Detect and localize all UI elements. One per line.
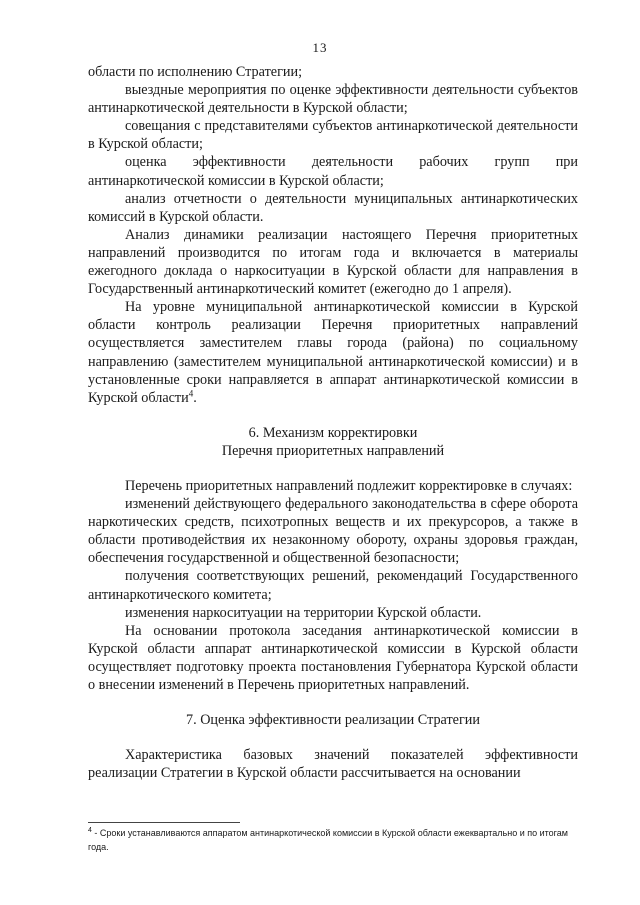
paragraph: изменения наркоситуации на территории Курской области. — [125, 604, 482, 621]
document-body — [88, 63, 578, 782]
paragraph: оценка эффективности деятельности рабочих групп при антинаркотической комиссии в Курской области; — [88, 154, 578, 189]
paragraph: совещания с представителями субъектов антинаркотической деятельности в Курской области; — [88, 118, 578, 153]
paragraph: На основании протокола заседания антинаркотической комиссии в Курской области аппарат антинаркотической комиссии в Курской области осуществляет подготовку проекта постановления Губернатора Курской области о внесении изменений в Перечень приоритетных направлений. — [88, 622, 578, 693]
footnote-separator — [88, 822, 240, 823]
section-6-title-line-2: Перечня приоритетных направлений — [221, 442, 445, 459]
paragraph: получения соответствующих решений, рекомендаций Государственного антинаркотического комитета; — [88, 568, 578, 603]
footnote-reference: 4 — [188, 387, 194, 398]
paragraph: области по исполнению Стратегии; — [88, 64, 303, 80]
footnote-text: - Сроки устанавливаются аппаратом антинаркотической комиссии в Курской области ежеквартально и по итогам года. — [88, 828, 568, 852]
paragraph: Перечень приоритетных направлений подлежит корректировке в случаях: — [125, 477, 573, 494]
paragraph: изменений действующего федерального законодательства в сфере оборота наркотических средств, психотропных веществ и их прекурсоров, а также в области противодействия их незаконному обороту, охраны здоровья граждан, обеспечения государственной и общественной безопасности; — [88, 496, 578, 567]
paragraph-group-monitoring — [88, 63, 578, 298]
paragraph: анализ отчетности о деятельности муниципальных антинаркотических комиссий в Курской области. — [88, 190, 578, 225]
paragraph: выездные мероприятия по оценке эффективности деятельности субъектов антинаркотической деятельности в Курской области; — [88, 82, 578, 117]
section-7-title: 7. Оценка эффективности реализации Стратегии — [186, 712, 480, 729]
paragraph-municipal-control: На уровне муниципальной антинаркотической комиссии в Курской области контроль реализации Перечня приоритетных направлений осуществляется заместителем главы города (района) по социальному направлению (заместителем муниципальной антинаркотической комиссии) и в установленные сроки направляется в аппарат антинаркотической комиссии в Курской области$^4$. — [88, 299, 578, 406]
paragraph: Анализ динамики реализации настоящего Перечня приоритетных направлений производится по итогам года и включается в материалы ежегодного доклада о наркоситуации в Курской области для направления в Государственный антинаркотический комитет (ежегодно до 1 апреля). — [88, 226, 578, 298]
paragraph-characteristics: Характеристика базовых значений показателей эффективности реализации Стратегии в Курской области рассчитывается на основании — [88, 747, 578, 782]
page-number: 13 — [312, 40, 328, 55]
footnote — [88, 826, 578, 854]
footnote-marker: 4 — [88, 827, 92, 834]
section-6-title-line-1: 6. Механизм корректировки — [248, 424, 418, 441]
paragraph-group-correction — [88, 477, 578, 694]
